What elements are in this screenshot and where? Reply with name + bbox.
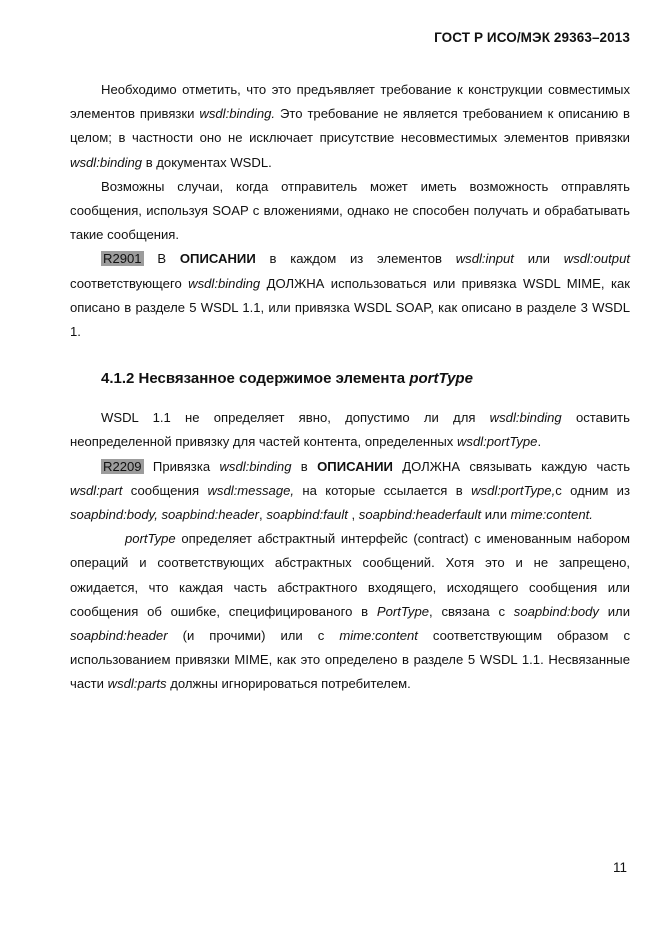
paragraph-compatibility-note: Необходимо отметить, что это предъявляет требование к конструкции совместимых элементов привязки wsdl:binding. Это требование не является требованием к описанию в целом; в частности оно не исключает присутствие несовместимых элементов привязки wsdl:binding в документах WSDL. bbox=[70, 82, 631, 170]
requirement-r2901: R2901 В ОПИСАНИИ в каждом из элементов wsdl:input или wsdl:output соответствующего wsdl:binding ДОЛЖНА использоваться или привязка WSDL MIME, как описано в разделе 5 WSDL 1.1, или привязка WSDL SOAP, как описано в разделе 3 WSDL 1. bbox=[70, 251, 630, 340]
requirement-id: R2209 bbox=[103, 458, 142, 474]
requirement-r2209: R2209 Привязка wsdl:binding в ОПИСАНИИ ДОЛЖНА связывать каждую часть wsdl:part сообщения wsdl:message, на которые ссылается в wsdl:portType,с одним из soapbind:body, soapbind:header, soapbind:fault , soapbind:headerfault или mime:content. bbox=[70, 458, 631, 523]
document-header: ГОСТ Р ИСО/МЭК 29363–2013 bbox=[434, 30, 630, 45]
page-number: 11 bbox=[612, 860, 627, 875]
spacer bbox=[70, 392, 630, 406]
paragraph-porttype-description: portType определяет абстрактный интерфейс (contract) с именованным набором операций и соответствующих абстрактных сообщений. Хотя это и не запрещено, ожидается, что каждая часть абстрактного входящего, исходящего сообщения или сообщения об ошибке, специфицированого в PortType, связана с soapbind:body или soapbind:header (и прочими) или с mime:content соответствующим образом с использованием привязки MIME, как это определено в разделе 5 WSDL 1.1. Несвязанные части wsdl:parts должны игнорироваться потребителем. bbox=[70, 531, 631, 692]
requirement-id: R2901 bbox=[103, 251, 142, 267]
paragraph-soap-attachments: Возможны случаи, когда отправитель может иметь возможность отправлять сообщения, используя SOAP с вложениями, однако не способен получать и обрабатывать такие сообщения. bbox=[70, 178, 630, 243]
paragraph-wsdl-binding: WSDL 1.1 не определяет явно, допустимо ли для wsdl:binding оставить неопределенной привязку для частей контента, определенных wsdl:portType. bbox=[70, 410, 630, 450]
document-body bbox=[70, 78, 630, 697]
section-heading: 4.1.2 Несвязанное содержимое элемента portType bbox=[101, 370, 473, 388]
